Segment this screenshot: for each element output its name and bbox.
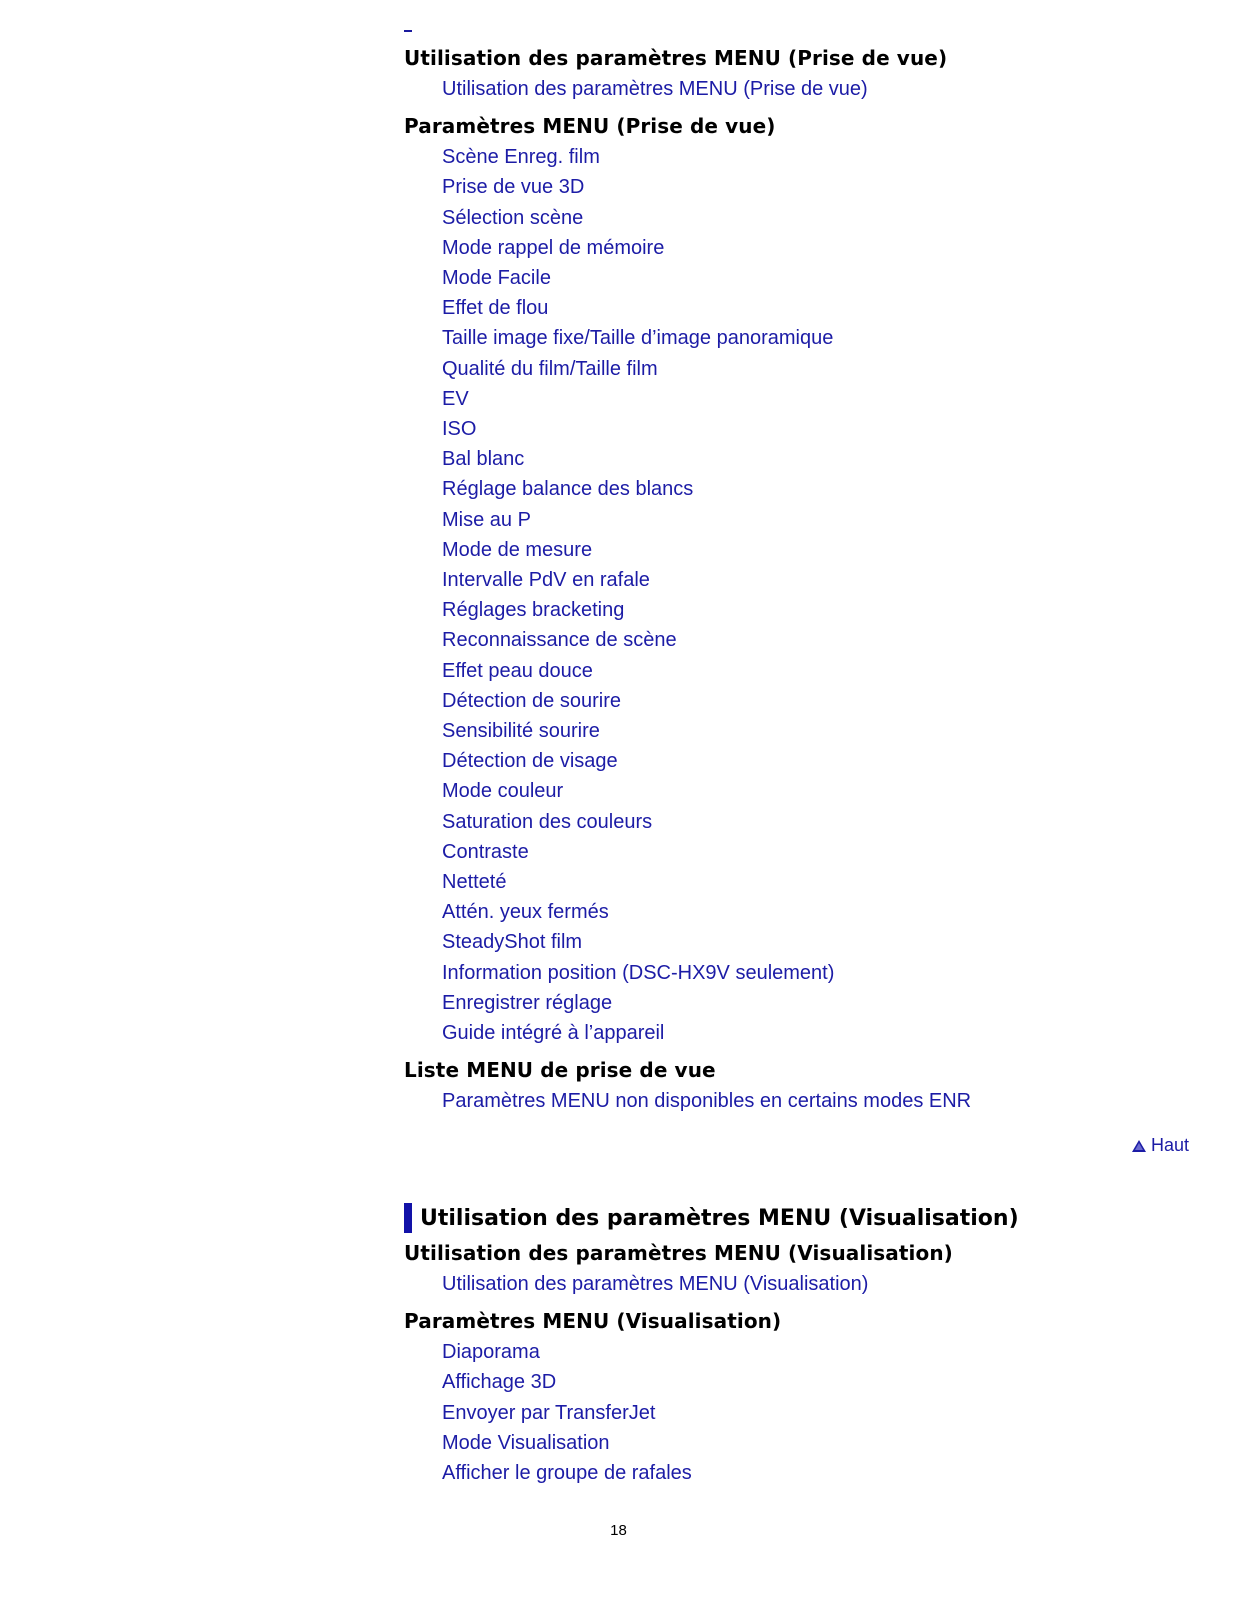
toc-link[interactable]: Bal blanc [442, 448, 525, 471]
toc-link[interactable]: Réglages bracketing [442, 599, 625, 622]
toc-groups [404, 1241, 1194, 1488]
toc-link[interactable]: EV [442, 387, 469, 410]
toc-link[interactable]: Utilisation des paramètres MENU (Prise de vue) [442, 78, 868, 100]
section-accent-bar [404, 1203, 412, 1233]
toc-link[interactable]: Reconnaissance de scène [442, 629, 677, 652]
page-number: 18 [610, 1522, 627, 1539]
toc-link-list [404, 1269, 1194, 1299]
toc-list-item [442, 505, 1194, 535]
toc-link[interactable]: Affichage 3D [442, 1371, 557, 1394]
toc-link[interactable]: Envoyer par TransferJet [442, 1401, 656, 1424]
toc-link[interactable]: Enregistrer réglage [442, 991, 613, 1014]
toc-list-item [442, 414, 1194, 444]
toc-link[interactable]: Intervalle PdV en rafale [442, 569, 650, 592]
toc-link[interactable]: SteadyShot film [442, 931, 583, 954]
toc-link[interactable]: Réglage balance des blancs [442, 478, 694, 501]
toc-list-item [442, 263, 1194, 293]
toc-link[interactable]: ISO [442, 418, 477, 441]
toc-link[interactable]: Attén. yeux fermés [442, 901, 609, 924]
toc-part-shooting [404, 30, 1194, 1127]
toc-link[interactable]: Effet peau douce [442, 659, 593, 682]
back-to-top-label: Haut [1150, 1135, 1189, 1155]
toc-list-item [442, 1086, 1194, 1116]
toc-list-item [442, 897, 1194, 927]
toc-list-item [442, 837, 1194, 867]
toc-link[interactable]: Mode de mesure [442, 538, 593, 561]
toc-list-item [442, 354, 1194, 384]
toc-list-item [442, 1428, 1194, 1458]
toc-link[interactable]: Mode rappel de mémoire [442, 236, 665, 259]
toc-list-item [442, 1458, 1194, 1488]
toc-link-list [404, 74, 1194, 104]
toc-link[interactable]: Effet de flou [442, 297, 549, 320]
toc-link[interactable]: Prise de vue 3D [442, 176, 585, 199]
toc-subheading: Paramètres MENU (Prise de vue) [404, 114, 776, 139]
toc-link[interactable]: Paramètres MENU non disponibles en certains modes ENR [442, 1090, 972, 1113]
toc-list-item [442, 323, 1194, 353]
toc-link-list [404, 1337, 1194, 1488]
toc-subheading: Utilisation des paramètres MENU (Prise de vue) [404, 46, 948, 70]
section-heading-visualisation [404, 1203, 1019, 1233]
toc-link[interactable]: Mode Visualisation [442, 1431, 610, 1454]
toc-list-item [442, 535, 1194, 565]
toc-list-item [442, 807, 1194, 837]
toc-list-item [442, 1337, 1194, 1367]
toc-list-item [442, 172, 1194, 202]
toc-list-item [442, 867, 1194, 897]
toc-link[interactable]: Afficher le groupe de rafales [442, 1462, 692, 1485]
toc-link[interactable]: Utilisation des paramètres MENU (Visualisation) [442, 1273, 869, 1295]
toc-list-item [442, 625, 1194, 655]
toc-link[interactable]: Sélection scène [442, 206, 584, 229]
toc-list-item [442, 565, 1194, 595]
toc-list-item [442, 746, 1194, 776]
toc-link[interactable]: Taille image fixe/Taille d’image panoramique [442, 327, 834, 350]
toc-link[interactable]: Mode Facile [442, 267, 551, 290]
toc-list-item [442, 927, 1194, 957]
toc-list-item [442, 716, 1194, 746]
back-to-top-link[interactable] [1131, 1135, 1189, 1156]
toc-list-item [442, 958, 1194, 988]
toc-link[interactable]: Contraste [442, 840, 529, 863]
toc-list-item [442, 293, 1194, 323]
toc-link[interactable]: Information position (DSC-HX9V seulement) [442, 961, 835, 984]
toc-link[interactable]: Détection de visage [442, 750, 618, 773]
toc-link[interactable]: Sensibilité sourire [442, 720, 600, 743]
toc-list-item [442, 776, 1194, 806]
toc-link-list [404, 142, 1194, 1048]
anchor-mark [404, 30, 412, 32]
toc-list-item [442, 233, 1194, 263]
toc-part-playback [404, 1241, 1194, 1498]
toc-list-item [442, 1367, 1194, 1397]
toc-link[interactable]: Diaporama [442, 1341, 540, 1364]
toc-list-item [442, 1018, 1194, 1048]
toc-link[interactable]: Mode couleur [442, 780, 564, 803]
toc-list-item [442, 74, 1194, 104]
toc-link[interactable]: Scène Enreg. film [442, 146, 600, 169]
toc-list-item [442, 656, 1194, 686]
toc-groups [404, 46, 1194, 1117]
toc-link[interactable]: Saturation des couleurs [442, 810, 653, 833]
toc-list-item [442, 988, 1194, 1018]
toc-list-item [442, 1398, 1194, 1428]
toc-subheading: Paramètres MENU (Visualisation) [404, 1309, 782, 1334]
toc-link[interactable]: Qualité du film/Taille film [442, 357, 658, 380]
toc-link[interactable]: Guide intégré à l’appareil [442, 1022, 665, 1045]
toc-list-item [442, 595, 1194, 625]
toc-list-item [442, 474, 1194, 504]
up-triangle-icon [1131, 1139, 1147, 1153]
toc-link[interactable]: Netteté [442, 871, 507, 894]
toc-list-item [442, 686, 1194, 716]
toc-link[interactable]: Détection de sourire [442, 689, 621, 712]
toc-list-item [442, 203, 1194, 233]
toc-list-item [442, 142, 1194, 172]
section-title: Utilisation des paramètres MENU (Visualisation) [420, 1205, 1019, 1231]
toc-link[interactable]: Mise au P [442, 508, 531, 531]
toc-subheading: Utilisation des paramètres MENU (Visualisation) [404, 1241, 953, 1265]
toc-list-item [442, 444, 1194, 474]
toc-list-item [442, 1269, 1194, 1299]
toc-link-list [404, 1086, 1194, 1116]
toc-subheading: Liste MENU de prise de vue [404, 1058, 716, 1083]
toc-list-item [442, 384, 1194, 414]
